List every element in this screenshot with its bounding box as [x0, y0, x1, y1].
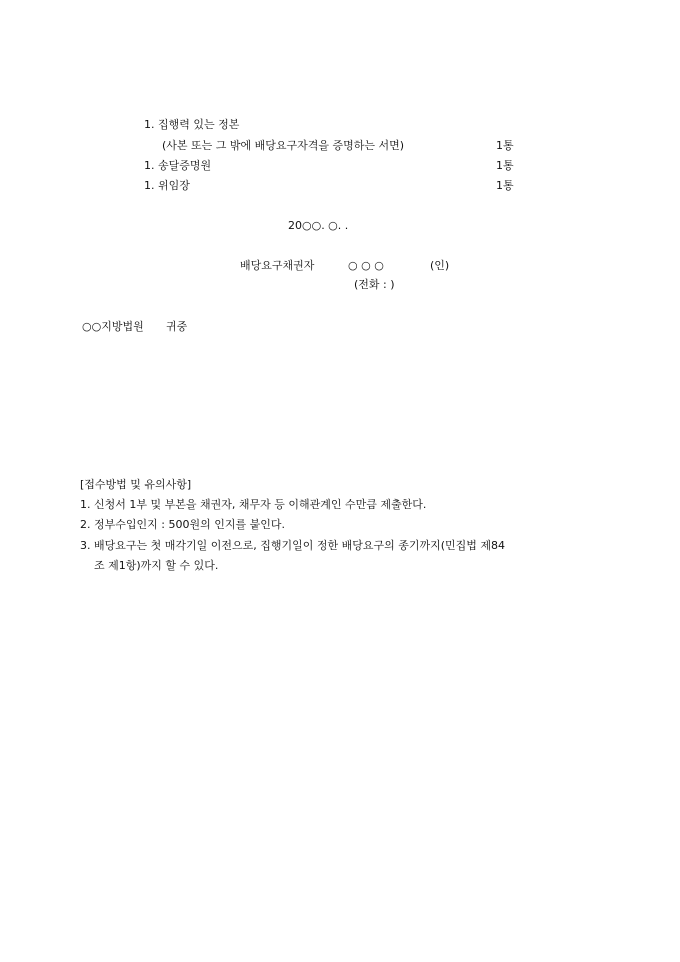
note-item-3-continued: 조 제1항)까지 할 수 있다. — [94, 559, 219, 572]
document-date: 20○○. ○. . — [288, 219, 349, 232]
note-item-2: 2. 정부수입인지 : 500원의 인지를 붙인다. — [80, 518, 285, 531]
signer-seal: (인) — [430, 259, 450, 272]
court-honorific: 귀중 — [166, 320, 188, 333]
attachment-qty-3: 1통 — [496, 179, 514, 192]
notes-heading: [접수방법 및 유의사항] — [80, 478, 192, 491]
attachment-item-3: 1. 위임장 — [144, 179, 190, 192]
attachment-item-2: 1. 송달증명원 — [144, 159, 212, 172]
note-item-1: 1. 신청서 1부 및 부본을 채권자, 채무자 등 이해관계인 수만큼 제출한다. — [80, 498, 427, 511]
attachment-item-1-note: (사본 또는 그 밖에 배당요구자격을 증명하는 서면) — [162, 139, 405, 152]
signer-role: 배당요구채권자 — [240, 259, 315, 272]
attachment-qty-2: 1통 — [496, 159, 514, 172]
attachment-qty-1: 1통 — [496, 139, 514, 152]
attachment-item-1: 1. 집행력 있는 정본 — [144, 118, 240, 131]
signer-phone: (전화 : ) — [354, 278, 395, 291]
court-name: ○○지방법원 — [82, 320, 144, 333]
note-item-3: 3. 배당요구는 첫 매각기일 이전으로, 집행기일이 정한 배당요구의 종기까지(민집법 제84 — [80, 539, 506, 552]
signer-name: ○ ○ ○ — [348, 259, 384, 272]
